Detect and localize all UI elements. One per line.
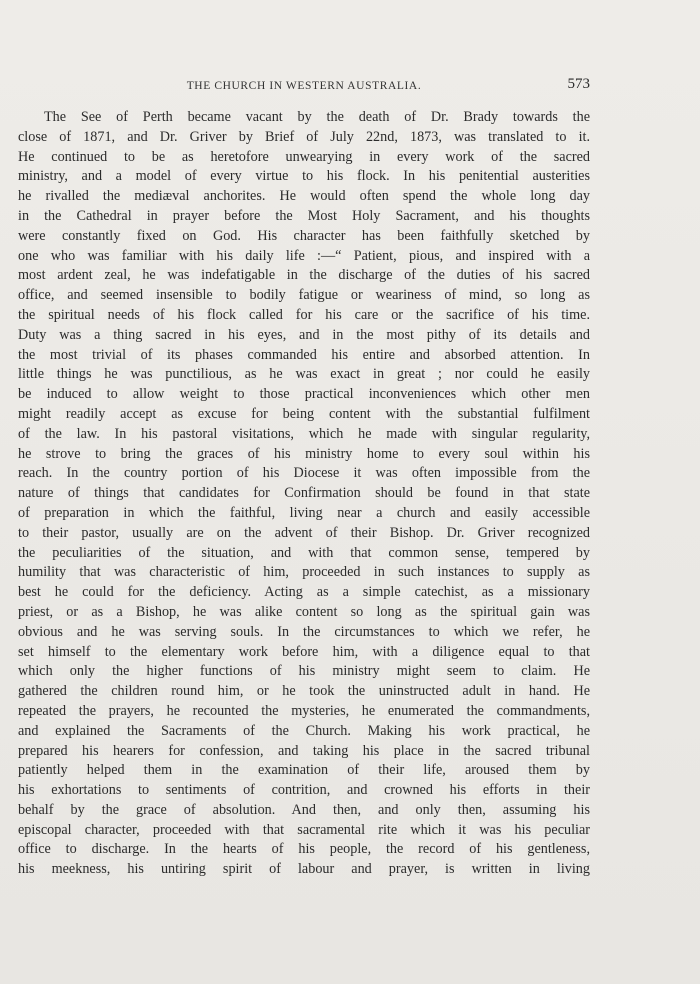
text-line: repeated the prayers, he recounted the mysteries, he enumerated the commandments, <box>18 702 590 719</box>
running-header <box>18 76 590 98</box>
text-line: might readily accept as excuse for being content with the substantial fulfilment <box>18 405 590 422</box>
text-line: office to discharge. In the hearts of his people, the record of his gentleness, <box>18 841 590 858</box>
text-line: obvious and he was serving souls. In the circumstances to which we refer, he <box>18 623 590 640</box>
text-line: humility that was characteristic of him, proceeded in such instances to supply as <box>18 564 590 581</box>
text-line: he strove to bring the graces of his ministry home to every soul within his <box>18 445 590 462</box>
text-line: patiently helped them in the examination of their life, aroused them by <box>18 762 590 779</box>
text-line: gathered the children round him, or he took the uninstructed adult in hand. He <box>18 683 590 700</box>
text-line: set himself to the elementary work before him, with a diligence equal to that <box>18 643 590 660</box>
text-line: priest, or as a Bishop, he was alike content so long as the spiritual gain was <box>18 603 590 620</box>
text-line: of the law. In his pastoral visitations, which he made with singular regularity, <box>18 425 590 442</box>
text-line: be induced to allow weight to those practical inconveniences which other men <box>18 386 590 403</box>
text-line: his meekness, his untiring spirit of labour and prayer, is written in living <box>18 861 590 878</box>
text-line: ministry, and a model of every virtue to his flock. In his penitential austerities <box>18 168 590 185</box>
text-line: prepared his hearers for confession, and taking his place in the sacred tribunal <box>18 742 590 759</box>
text-line: most ardent zeal, he was indefatigable in the discharge of the duties of his sacred <box>18 267 590 284</box>
text-line: the spiritual needs of his flock called for his care or the sacrifice of his time. <box>18 306 590 323</box>
text-line: to their pastor, usually are on the advent of their Bishop. Dr. Griver recognized <box>18 524 590 541</box>
text-line: behalf by the grace of absolution. And then, and only then, assuming his <box>18 801 590 818</box>
text-line: were constantly fixed on God. His character has been faithfully sketched by <box>18 227 590 244</box>
text-line: Duty was a thing sacred in his eyes, and in the most pithy of its details and <box>18 326 590 343</box>
text-line: office, and seemed insensible to bodily fatigue or weariness of mind, so long as <box>18 287 590 304</box>
text-line: The See of Perth became vacant by the death of Dr. Brady towards the <box>44 109 590 125</box>
text-line: the peculiarities of the situation, and with that common sense, tempered by <box>18 544 590 561</box>
text-line: nature of things that candidates for Confirmation should be found in that state <box>18 485 590 502</box>
page-number: 573 <box>567 76 590 92</box>
text-line: the most trivial of its phases commanded his entire and absorbed attention. In <box>18 346 590 363</box>
running-title: THE CHURCH IN WESTERN AUSTRALIA. <box>186 80 422 92</box>
body-paragraph <box>18 108 590 880</box>
text-line: of preparation in which the faithful, living near a church and easily accessible <box>18 504 590 521</box>
text-line: which only the higher functions of his ministry might seem to claim. He <box>18 663 590 680</box>
text-line: one who was familiar with his daily life :—“ Patient, pious, and inspired with a <box>18 247 590 264</box>
text-line: and explained the Sacraments of the Church. Making his work practical, he <box>18 722 590 739</box>
text-line: close of 1871, and Dr. Griver by Brief of July 22nd, 1873, was translated to it. <box>18 128 590 145</box>
text-line: reach. In the country portion of his Diocese it was often impossible from the <box>18 465 590 482</box>
text-line: episcopal character, proceeded with that sacramental rite which it was his peculiar <box>18 821 590 838</box>
text-line: best he could for the deficiency. Acting as a simple catechist, as a missionary <box>18 584 590 601</box>
text-line: he rivalled the mediæval anchorites. He would often spend the whole long day <box>18 188 590 205</box>
text-line: He continued to be as heretofore unwearying in every work of the sacred <box>18 148 590 165</box>
text-line: in the Cathedral in prayer before the Most Holy Sacrament, and his thoughts <box>18 207 590 224</box>
text-line: little things he was punctilious, as he was exact in great ; nor could he easily <box>18 366 590 383</box>
text-line: his exhortations to sentiments of contrition, and crowned his efforts in their <box>18 782 590 799</box>
